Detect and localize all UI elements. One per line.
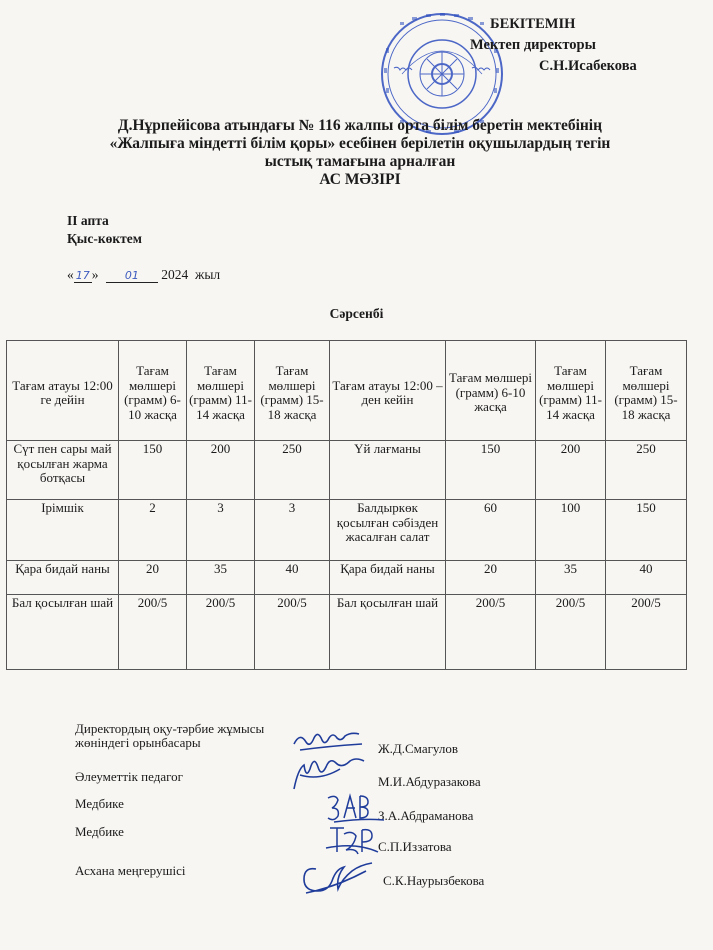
signature-role: Директордың оқу-тәрбие жұмысы жөніндегі орынбасары	[75, 721, 265, 750]
approval-title: БЕКІТЕМІН	[490, 16, 576, 32]
signature-role: Медбике	[75, 824, 124, 839]
header-cell: Тағам атауы 12:00 – ден кейін	[330, 341, 446, 441]
table-cell: 200/5	[119, 595, 187, 670]
menu-table	[6, 340, 687, 670]
handwritten-signature-1	[290, 720, 380, 760]
table-cell: 20	[119, 561, 187, 595]
handwritten-signature-5	[300, 855, 385, 900]
date-month: 01	[106, 269, 158, 283]
table-cell: Балдыркөк қосылған сәбізден жасалған салат	[330, 500, 446, 561]
table-cell: 200/5	[255, 595, 330, 670]
title-line-2: «Жалпыға міндетті білім қоры» есебінен берілетін оқушылардың тегін	[109, 135, 611, 152]
table-cell: 35	[536, 561, 606, 595]
signature-role: Әлеуметтік педагог	[75, 769, 183, 784]
date-quote-close: »	[91, 267, 99, 282]
approval-position: Мектеп директоры	[470, 37, 596, 53]
table-cell: 3	[255, 500, 330, 561]
date-year: 2024	[161, 267, 189, 282]
table-cell: Бал қосылған шай	[7, 595, 119, 670]
table-row	[7, 561, 687, 595]
table-cell: 3	[187, 500, 255, 561]
date-line	[67, 267, 220, 283]
table-cell: 150	[446, 441, 536, 500]
signature-role: Медбике	[75, 796, 124, 811]
table-cell: 2	[119, 500, 187, 561]
table-cell: 200/5	[536, 595, 606, 670]
title-line-1: Д.Нұрпейісова атындағы № 116 жалпы орта білім беретін мектебінің	[117, 117, 603, 134]
signature-name: М.И.Абдуразакова	[378, 774, 481, 789]
season-label: Қыс-көктем	[67, 231, 142, 246]
table-cell: Бал қосылған шай	[330, 595, 446, 670]
table-cell: 40	[255, 561, 330, 595]
date-quote-open: «	[67, 267, 74, 282]
header-cell: Тағам атауы 12:00 ге дейін	[7, 341, 119, 441]
signature-name: С.К.Наурызбекова	[383, 873, 485, 888]
table-cell: 200	[187, 441, 255, 500]
approval-block	[470, 14, 700, 77]
table-cell: Қара бидай наны	[7, 561, 119, 595]
header-cell: Тағам мөлшері (грамм) 11-14 жасқа	[536, 341, 606, 441]
table-cell: 100	[536, 500, 606, 561]
document-title	[60, 117, 660, 189]
table-cell: 40	[606, 561, 687, 595]
title-line-4: АС МӘЗІРІ	[319, 171, 401, 188]
table-cell: Сүт пен сары май қосылған жарма ботқасы	[7, 441, 119, 500]
date-day: 17	[75, 269, 90, 282]
table-cell: Үй лағманы	[330, 441, 446, 500]
signature-name: З.А.Абдраманова	[378, 808, 474, 823]
signature-role: Асхана меңгерушісі	[75, 863, 186, 878]
date-suffix: жыл	[195, 267, 221, 282]
handwritten-signature-4	[322, 820, 412, 860]
header-cell: Тағам мөлшері (грамм) 6-10 жасқа	[119, 341, 187, 441]
table-row	[7, 595, 687, 670]
table-cell: Ірімшік	[7, 500, 119, 561]
table-cell: 200/5	[446, 595, 536, 670]
table-cell: 250	[606, 441, 687, 500]
table-cell: Қара бидай наны	[330, 561, 446, 595]
signature-name: С.П.Иззатова	[378, 839, 452, 854]
header-cell: Тағам мөлшері (грамм) 11-14 жасқа	[187, 341, 255, 441]
header-cell: Тағам мөлшері (грамм) 6-10 жасқа	[446, 341, 536, 441]
table-cell: 20	[446, 561, 536, 595]
table-cell: 60	[446, 500, 536, 561]
table-cell: 200	[536, 441, 606, 500]
table-row	[7, 441, 687, 500]
table-row	[7, 500, 687, 561]
signature-name: Ж.Д.Смагулов	[378, 741, 458, 756]
table-cell: 35	[187, 561, 255, 595]
day-of-week: Сәрсенбі	[329, 306, 384, 321]
table-cell: 200/5	[187, 595, 255, 670]
table-cell: 200/5	[606, 595, 687, 670]
week-label: ІІ апта	[67, 213, 109, 228]
table-cell: 150	[119, 441, 187, 500]
table-header-row	[7, 341, 687, 441]
table-cell: 150	[606, 500, 687, 561]
header-cell: Тағам мөлшері (грамм) 15-18 жасқа	[255, 341, 330, 441]
header-cell: Тағам мөлшері (грамм) 15-18 жасқа	[606, 341, 687, 441]
title-line-3: ыстық тамағына арналған	[264, 153, 456, 170]
approval-name: С.Н.Исабекова	[539, 58, 637, 74]
table-cell: 250	[255, 441, 330, 500]
